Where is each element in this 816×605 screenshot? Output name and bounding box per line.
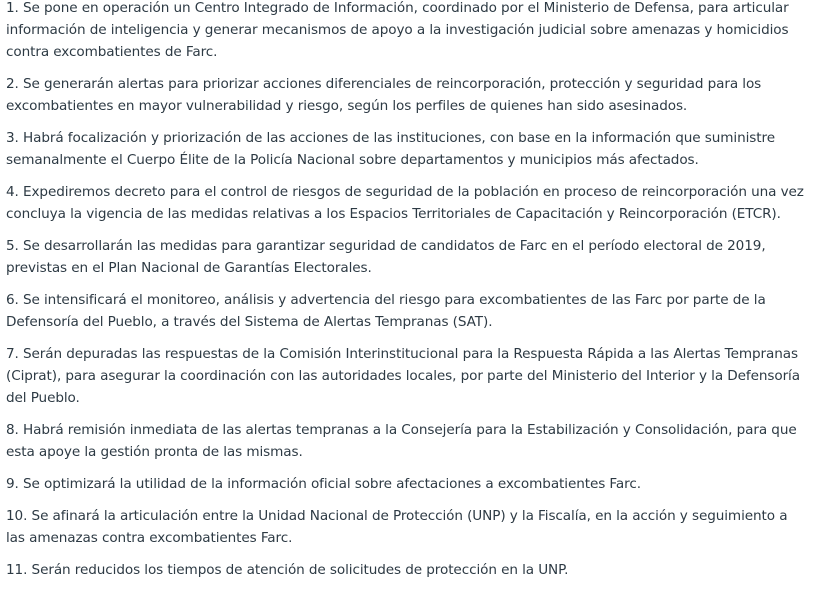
measure-item-7: 7. Serán depuradas las respuestas de la Comisión Interinstitucional para la Respuesta Rápida a las Alertas Tempranas (Ciprat), para asegurar la coordinación con las autoridades locales, por parte del Ministerio del Interior y la Defensoría del Pueblo.: [6, 346, 800, 406]
measure-item-3: 3. Habrá focalización y priorización de las acciones de las instituciones, con base en la información que suministre semanalmente el Cuerpo Élite de la Policía Nacional sobre departamentos y municipios más afectados.: [6, 130, 775, 168]
measure-item-9: 9. Se optimizará la utilidad de la información oficial sobre afectaciones a excombatientes Farc.: [6, 476, 641, 492]
measure-item-11: 11. Serán reducidos los tiempos de atención de solicitudes de protección en la UNP.: [6, 562, 569, 578]
measure-item-1: 1. Se pone en operación un Centro Integrado de Información, coordinado por el Ministerio de Defensa, para articular información de inteligencia y generar mecanismos de apoyo a la investigación judicial sobre amenazas y homicidios contra excombatientes de Farc.: [6, 0, 789, 60]
measure-item-5: 5. Se desarrollarán las medidas para garantizar seguridad de candidatos de Farc en el período electoral de 2019, previstas en el Plan Nacional de Garantías Electorales.: [6, 238, 766, 276]
measure-item-8: 8. Habrá remisión inmediata de las alertas tempranas a la Consejería para la Estabilización y Consolidación, para que esta apoye la gestión pronta de las mismas.: [6, 422, 797, 460]
measure-item-2: 2. Se generarán alertas para priorizar acciones diferenciales de reincorporación, protección y seguridad para los excombatientes en mayor vulnerabilidad y riesgo, según los perfiles de quienes han sido asesinados.: [6, 76, 762, 114]
measure-item-6: 6. Se intensificará el monitoreo, análisis y advertencia del riesgo para excombatientes de las Farc por parte de la Defensoría del Pueblo, a través del Sistema de Alertas Tempranas (SAT).: [6, 292, 766, 330]
measure-item-4: 4. Expediremos decreto para el control de riesgos de seguridad de la población en proceso de reincorporación una vez concluya la vigencia de las medidas relativas a los Espacios Territoriales de Capacitación y Reincorporación (ETCR).: [6, 184, 804, 222]
article-body: [6, 0, 806, 591]
measure-item-10: 10. Se afinará la articulación entre la Unidad Nacional de Protección (UNP) y la Fiscalía, en la acción y seguimiento a las amenazas contra excombatientes Farc.: [6, 508, 788, 546]
